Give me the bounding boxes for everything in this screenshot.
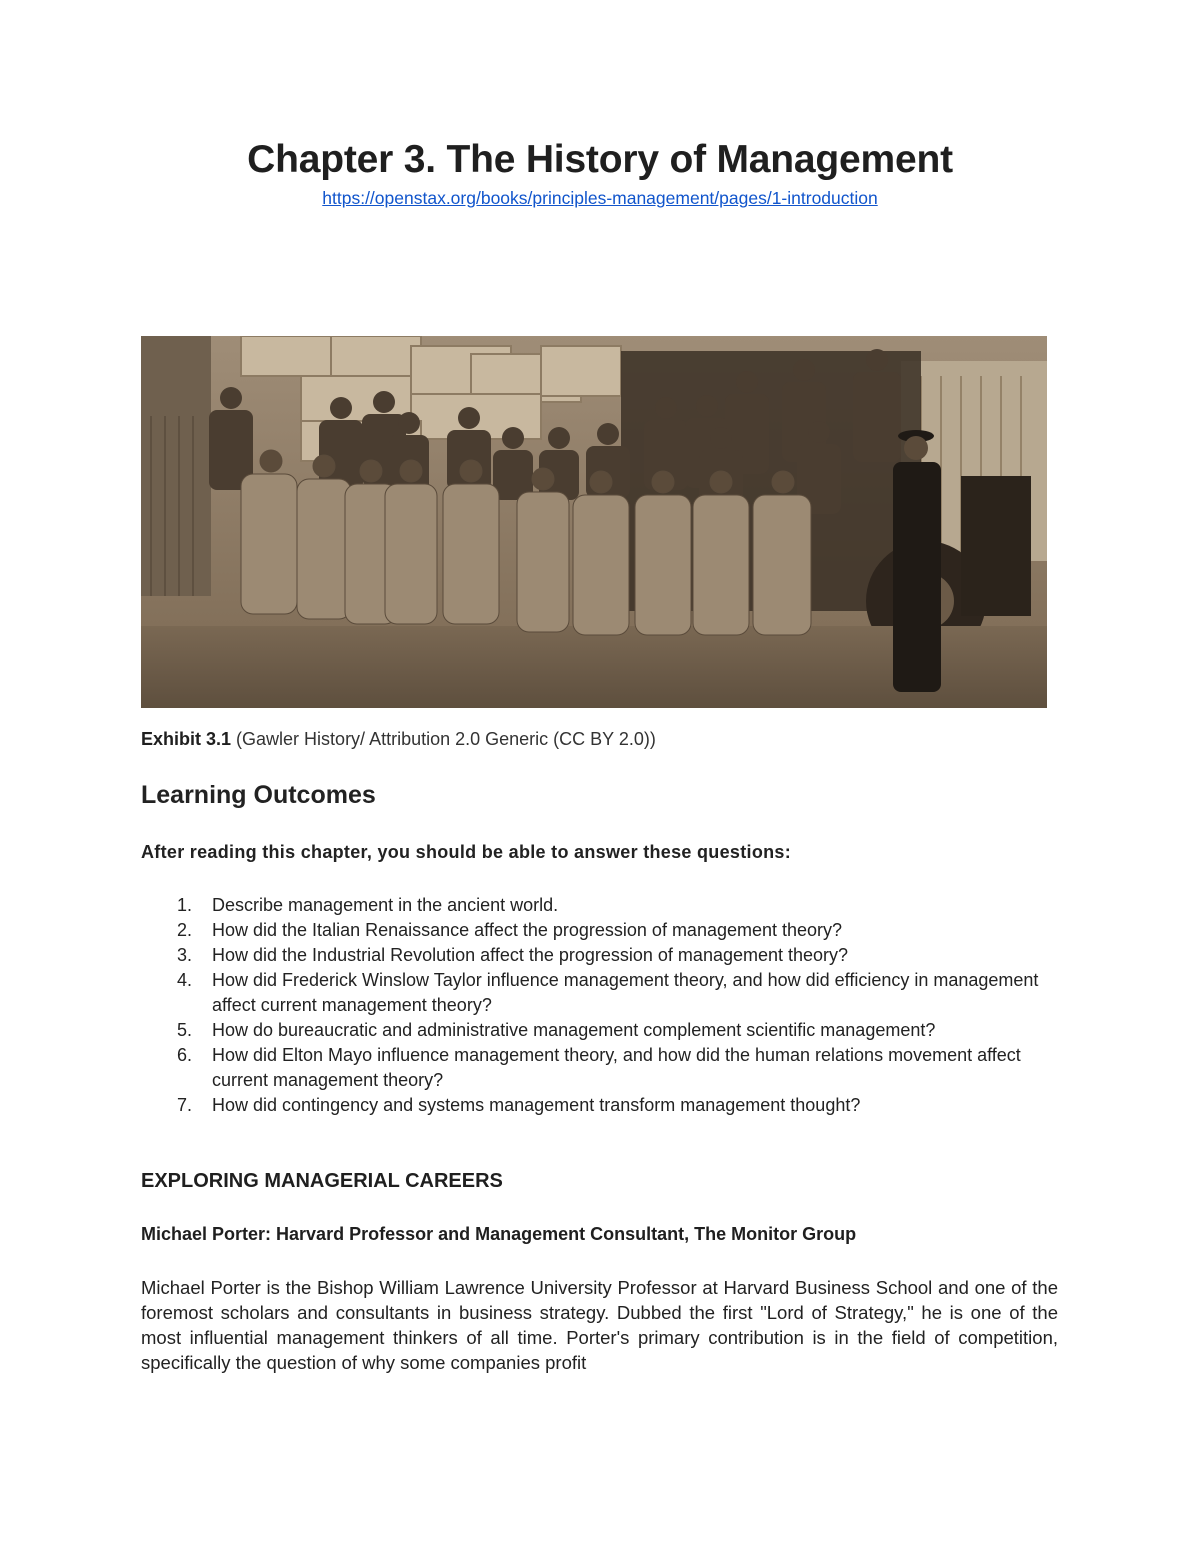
list-item: [141, 1093, 1061, 1118]
chapter-title: Chapter 3. The History of Management: [247, 138, 953, 181]
list-item: [141, 968, 1061, 1018]
source-link[interactable]: https://openstax.org/books/principles-management/pages/1-introduction: [322, 188, 878, 208]
list-text: How do bureaucratic and administrative management complement scientific management?: [212, 1020, 936, 1040]
list-item: [141, 893, 1061, 918]
learning-outcomes-heading: Learning Outcomes: [141, 781, 376, 809]
list-text: How did Frederick Winslow Taylor influence management theory, and how did efficiency in management affect current management theory?: [212, 970, 1039, 1015]
exhibit-photo: [141, 336, 1047, 708]
list-item: [141, 1043, 1061, 1093]
careers-subheading: Michael Porter: Harvard Professor and Management Consultant, The Monitor Group: [141, 1224, 857, 1244]
list-text: How did contingency and systems management transform management thought?: [212, 1095, 861, 1115]
learning-outcomes-list: [141, 893, 1061, 1118]
list-number: 6.: [177, 1045, 193, 1065]
list-text: How did Elton Mayo influence management theory, and how did the human relations movement affect current management theory?: [212, 1045, 1021, 1090]
careers-paragraph: Michael Porter is the Bishop William Lawrence University Professor at Harvard Business School and one of the foremost scholars and consultants in business strategy. Dubbed the first "Lord of Strategy," he is one of the most influential management thinkers of all time. Porter's primary contribution is in the field of competition, specifically the question of why some companies profit: [141, 1277, 1058, 1373]
exhibit-caption: [141, 729, 656, 750]
list-number: 1.: [177, 895, 193, 915]
list-item: [141, 1018, 1061, 1043]
list-text: Describe management in the ancient world.: [212, 895, 559, 915]
list-number: 2.: [177, 920, 193, 940]
careers-heading: EXPLORING MANAGERIAL CAREERS: [141, 1170, 503, 1192]
list-text: How did the Italian Renaissance affect the progression of management theory?: [212, 920, 843, 940]
list-text: How did the Industrial Revolution affect the progression of management theory?: [212, 945, 849, 965]
sepia-group-photo: [141, 336, 1047, 708]
learning-outcomes-lead: After reading this chapter, you should be able to answer these questions:: [141, 842, 792, 862]
list-item: [141, 943, 1061, 968]
list-number: 7.: [177, 1095, 193, 1115]
list-number: 5.: [177, 1020, 193, 1040]
list-item: [141, 918, 1061, 943]
exhibit-label: Exhibit 3.1: [141, 729, 232, 749]
list-number: 3.: [177, 945, 193, 965]
exhibit-credit: (Gawler History/ Attribution 2.0 Generic (CC BY 2.0)): [236, 729, 656, 749]
list-number: 4.: [177, 970, 193, 990]
